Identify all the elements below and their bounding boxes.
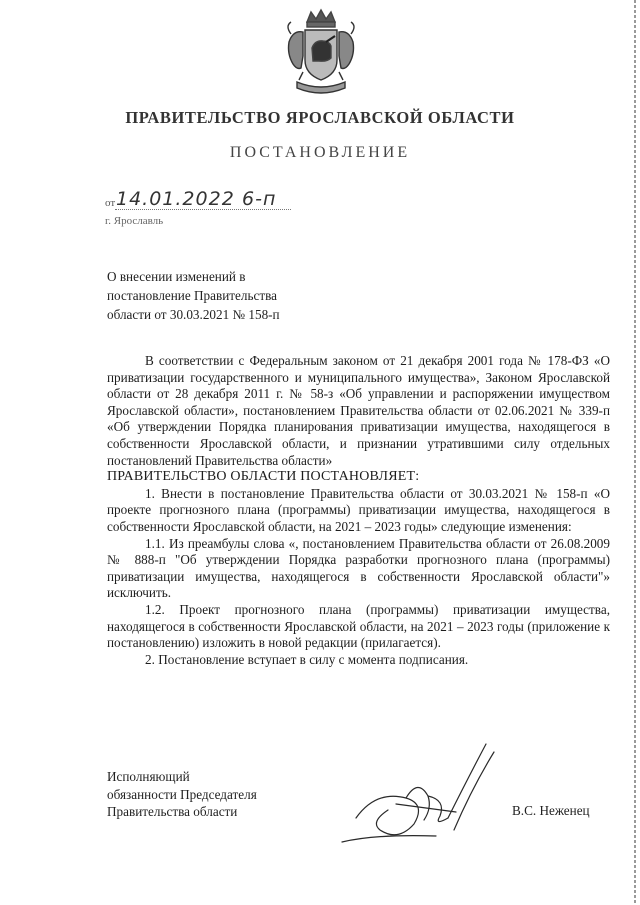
handwritten-number: 6-п	[242, 188, 277, 210]
handwritten-date: 14.01.2022	[116, 188, 235, 210]
document-subject	[107, 267, 367, 324]
item-2-paragraph: 2. Постановление вступает в силу с момента подписания.	[145, 651, 469, 667]
date-underline	[115, 209, 291, 210]
subject-line: постановление Правительства	[107, 288, 278, 303]
position-line: Правительства области	[107, 804, 238, 819]
page-edge-border	[634, 0, 636, 905]
position-line: Исполняющий	[107, 769, 190, 784]
item-1-2-paragraph: 1.2. Проект прогнозного плана (программы) приватизации имущества, находящегося в собственности Ярославской области, на 2021 – 2023 годы (приложение к постановлению) изложить в новой редакции (прилагается).	[107, 601, 610, 651]
date-prefix: от	[105, 197, 116, 209]
city-name: г. Ярославль	[105, 215, 164, 227]
decree-heading: ПРАВИТЕЛЬСТВО ОБЛАСТИ ПОСТАНОВЛЯЕТ:	[107, 469, 420, 485]
government-title: ПРАВИТЕЛЬСТВО ЯРОСЛАВСКОЙ ОБЛАСТИ	[125, 108, 515, 127]
coat-of-arms-emblem	[279, 8, 363, 100]
item-1-1-paragraph: 1.1. Из преамбулы слова «, постановлением Правительства области от 26.08.2009 № 888-п "Об утверждении Порядка разработки прогнозного плана (программы) приватизации имущества, находящегося в собственности Ярославской области"» исключить.	[107, 535, 610, 601]
subject-line: О внесении изменений в	[107, 269, 246, 284]
signer-name: В.С. Неженец	[512, 803, 590, 818]
document-type-title: ПОСТАНОВЛЕНИЕ	[229, 144, 411, 161]
item-1-paragraph: 1. Внести в постановление Правительства области от 30.03.2021 № 158-п «О проекте прогнозного плана (программы) приватизации имущества, находящегося в собственности Ярославской области, на 2021 – 2023 годы» следующие изменения:	[107, 485, 610, 534]
handwritten-signature	[336, 738, 506, 850]
signatory-position	[107, 768, 327, 821]
subject-line: области от 30.03.2021 № 158-п	[107, 307, 280, 322]
document-body	[107, 353, 610, 668]
preamble-paragraph: В соответствии с Федеральным законом от 21 декабря 2001 года № 178-ФЗ «О приватизации государственного и муниципального имущества», Законом Ярославской области от 28 декабря 2011 г. № 58-з «Об управлении и распоряжении имуществом Ярославской области», постановлением Правительства области от 02.06.2021 № 339-п «Об утверждении Порядка планирования приватизации имущества, находящегося в собственности Ярославской области, и признании утратившими силу отдельных постановлений Правительства области»	[107, 353, 610, 468]
position-line: обязанности Председателя	[107, 786, 257, 802]
